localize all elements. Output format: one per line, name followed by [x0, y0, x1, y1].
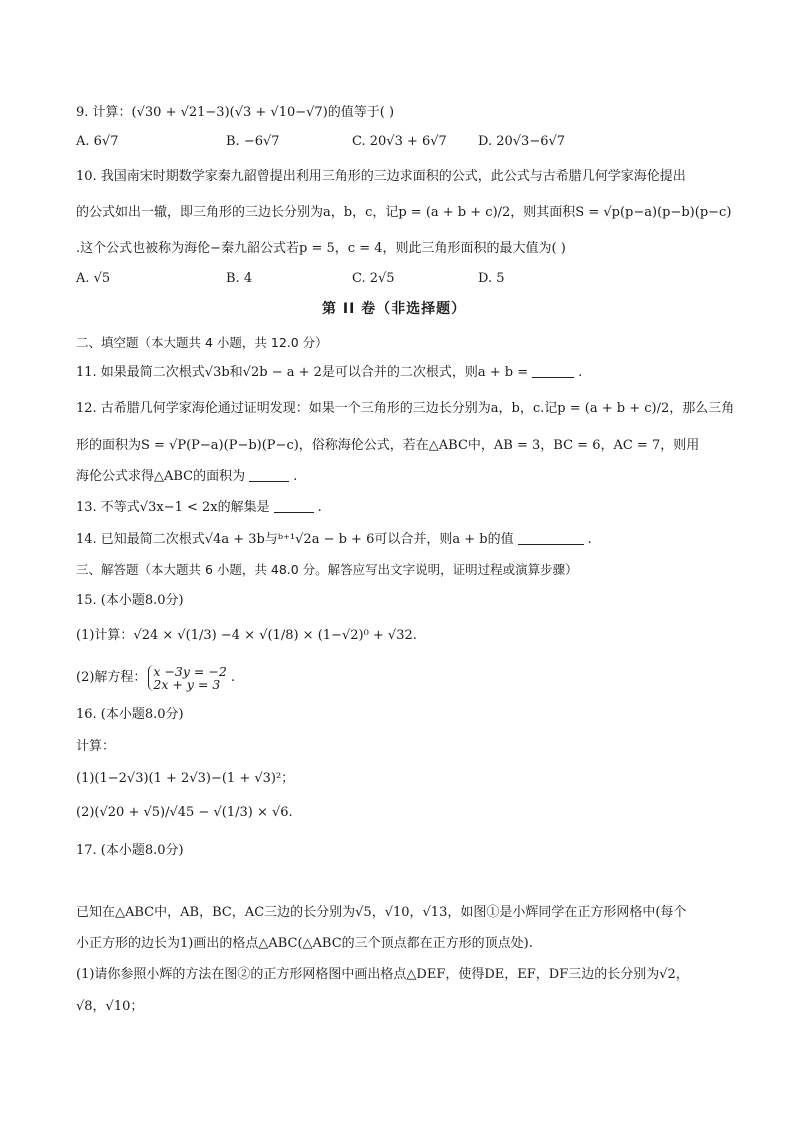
q9-option-d: D. 20√3−6√7 [478, 134, 566, 149]
question-9: 9. 计算：(√30 + √21−3)(√3 + √10−√7)的值等于( ) [76, 105, 395, 120]
question-15-part-2-label: (2)解方程： [76, 670, 147, 685]
q10-option-d: D. 5 [478, 271, 505, 286]
question-15-part-1: (1)计算：√24 × √(1/3) −4 × √(1/8) × (1−√2)⁰ + √32. [76, 628, 417, 643]
q10-option-b: B. 4 [226, 271, 253, 286]
equation-1: x −3y = −2 [153, 663, 227, 679]
q9-option-c: C. 20√3 + 6√7 [352, 134, 447, 149]
question-12-line-2: 形的面积为S = √P(P−a)(P−b)(P−c)，俗称海伦公式，若在△ABC中，AB = 3，BC = 6，AC = 7，则用 [76, 438, 700, 453]
question-12-line-3: 海伦公式求得△ABC的面积为 . [76, 469, 298, 484]
question-10-line-2: 的公式如出一辙，即三角形的三边长分别为a，b，c，记p = (a + b + c)/2，则其面积S = √p(p−a)(p−b)(p−c) [76, 205, 732, 220]
question-10-line-1: 10. 我国南宋时期数学家秦九韶曾提出利用三角形的三边求面积的公式，此公式与古希腊几何学家海伦提出 [76, 169, 686, 184]
q9-option-a: A. 6√7 [76, 134, 119, 149]
q10-option-a: A. √5 [76, 271, 111, 286]
q9-option-b: B. −6√7 [226, 134, 280, 149]
section-2-header: 二、填空题（本大题共 4 小题，共 12.0 分） [76, 335, 328, 350]
question-17-line-2: 小正方形的边长为1)画出的格点△ABC(△ABC的三个顶点都在正方形的顶点处). [76, 936, 533, 951]
question-15-part-2: (2)解方程： x −3y = −2 2x + y = 3 . [76, 663, 236, 692]
question-16-header: 16. (本小题8.0分) [76, 707, 184, 722]
equation-system [148, 665, 226, 691]
answer-blank[interactable] [532, 365, 574, 378]
question-17-header: 17. (本小题8.0分) [76, 843, 184, 858]
question-14: 14. 已知最简二次根式√4a + 3b与ᵇ⁺¹√2a − b + 6可以合并，则a + b的值 . [76, 532, 592, 547]
answer-blank[interactable] [274, 500, 314, 513]
answer-blank[interactable] [518, 532, 584, 545]
question-12-line-1: 12. 古希腊几何学家海伦通过证明发现：如果一个三角形的三边长分别为a，b，c.记p = (a + b + c)/2，那么三角 [76, 401, 735, 416]
question-17-line-1: 已知在△ABC中，AB，BC，AC三边的长分别为√5，√10，√13，如图①是小辉同学在正方形网格中(每个 [76, 905, 687, 920]
question-17-line-3: (1)请你参照小辉的方法在图②的正方形网格图中画出格点△DEF，使得DE，EF，DF三边的长分别为√2， [76, 967, 689, 982]
question-12-line-3-text: 海伦公式求得△ABC的面积为 [76, 469, 246, 484]
question-16-intro: 计算： [76, 739, 116, 754]
question-16-part-1: (1)(1−2√3)(1 + 2√3)−(1 + √3)²； [76, 771, 295, 786]
part-2-title: 第 II 卷（非选择题） [322, 301, 467, 317]
question-16-part-2: (2)(√20 + √5)/√45 − √(1/3) × √6. [76, 805, 293, 820]
question-17-line-4: √8，√10； [76, 999, 144, 1014]
q10-option-c: C. 2√5 [352, 271, 395, 286]
equation-2: 2x + y = 3 [153, 676, 221, 692]
question-13-text: 13. 不等式√3x−1 < 2x的解集是 [76, 500, 270, 515]
section-3-header: 三、解答题（本大题共 6 小题，共 48.0 分。解答应写出文字说明，证明过程或演算步骤） [76, 562, 578, 577]
answer-blank[interactable] [249, 469, 289, 482]
question-11: 11. 如果最简二次根式√3b和√2b − a + 2是可以合并的二次根式，则a + b = . [76, 365, 583, 380]
question-11-text: 11. 如果最简二次根式√3b和√2b − a + 2是可以合并的二次根式，则a + b = [76, 365, 529, 380]
question-13: 13. 不等式√3x−1 < 2x的解集是 . [76, 500, 322, 515]
question-10-line-3: .这个公式也被称为海伦−秦九韶公式若p = 5，c = 4，则此三角形面积的最大值为( ) [76, 241, 566, 256]
question-14-text: 14. 已知最简二次根式√4a + 3b与ᵇ⁺¹√2a − b + 6可以合并，则a + b的值 [76, 532, 514, 547]
question-15-header: 15. (本小题8.0分) [76, 593, 184, 608]
